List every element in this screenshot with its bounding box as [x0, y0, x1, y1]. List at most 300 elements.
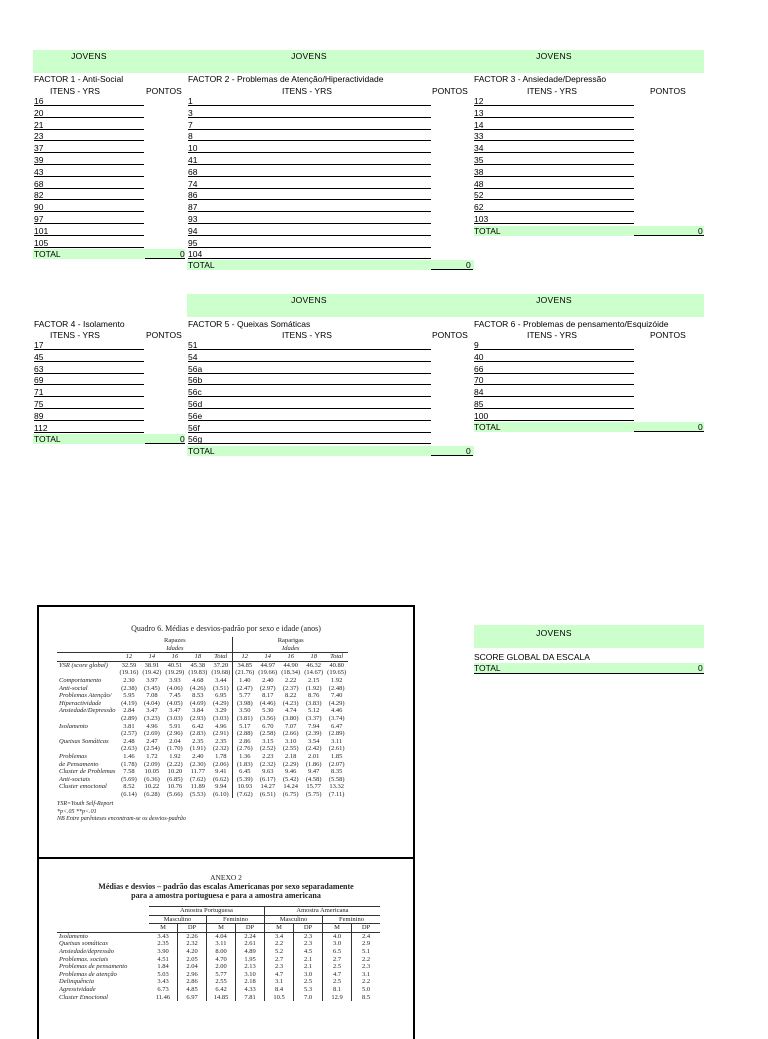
item-number: 66 [474, 363, 484, 374]
pontos-cell[interactable] [650, 387, 700, 397]
item-underline [474, 373, 634, 374]
q6-cell: (19.68) [211, 669, 231, 677]
q6-row-label: Cluster emocional [59, 783, 107, 791]
item-underline [474, 408, 634, 409]
q6-cell: 44.90 [283, 661, 299, 669]
pontos-cell[interactable] [432, 434, 472, 444]
anexo2-cell: 5.03 [157, 970, 169, 978]
item-underline [188, 384, 431, 385]
f5-total-value[interactable]: 0 [466, 446, 471, 456]
item-number: 45 [34, 351, 44, 362]
item-number: 16 [34, 96, 44, 106]
item-number: 95 [188, 237, 198, 248]
anexo2-cell: 2.2 [352, 956, 381, 964]
item-number: 13 [474, 107, 484, 118]
q6-cell: 10.76 [167, 783, 183, 791]
anexo2-cell: 7.0 [294, 994, 323, 1002]
q6-cell: 8.35 [330, 768, 343, 776]
anexo2-cell: 3.4 [265, 932, 294, 940]
pontos-cell[interactable] [650, 214, 700, 224]
anexo2-label: ANEXO 2 [210, 873, 242, 882]
anexo2-cell: 4.5 [294, 948, 323, 956]
anexo2-cell: 8.1 [323, 986, 352, 994]
pontos-cell[interactable] [650, 202, 700, 212]
item-number: 43 [34, 166, 44, 177]
item-underline [34, 211, 144, 212]
pontos-cell[interactable] [146, 238, 184, 248]
pontos-cell[interactable] [432, 387, 472, 397]
q6-cell: 9.47 [308, 768, 320, 776]
item-underline [34, 396, 144, 397]
q6-cell: (19.42) [142, 669, 162, 677]
anexo2-cell: 2.3 [294, 940, 323, 948]
q6-cell: 4.96 [215, 722, 227, 730]
q6-cell: (5.75) [305, 790, 322, 798]
pontos-cell[interactable] [146, 364, 184, 374]
q6-cell: 32.59 [121, 661, 137, 669]
item-number: 41 [188, 155, 198, 165]
q6-col-header: Total [330, 653, 344, 661]
item-number: 56c [188, 387, 202, 398]
q6-cell: 2.22 [285, 676, 297, 684]
q6-cell: 6.42 [192, 722, 204, 730]
q6-cell: (19.16) [119, 669, 139, 677]
item-underline [474, 188, 634, 189]
pontos-cell[interactable] [432, 423, 472, 433]
q6-cell: (2.47) [233, 685, 256, 693]
item-underline [34, 373, 144, 374]
item-number: 51 [188, 340, 198, 350]
pontos-cell[interactable] [146, 155, 184, 165]
anexo2-fem-pt: Feminino [207, 915, 265, 924]
q6-cell: (2.63) [121, 745, 137, 753]
q6-cell: 44.97 [260, 661, 276, 669]
q6-cell: (14.67) [304, 669, 324, 677]
q6-cell: (2.83) [189, 730, 206, 738]
f4-total-value[interactable]: 0 [180, 434, 185, 444]
pontos-cell[interactable] [650, 131, 700, 141]
anexo2-cell: 6.73 [157, 985, 169, 993]
anexo2-row-label: Problemas de pensamento [59, 963, 128, 971]
pontos-cell[interactable] [146, 179, 184, 189]
item-number: 40 [474, 351, 484, 362]
q6-row-label [57, 791, 117, 799]
item-number: 85 [474, 399, 484, 409]
item-underline [474, 211, 634, 212]
pontos-cell[interactable] [146, 143, 184, 153]
item-underline [34, 117, 144, 118]
anexo2-cell: 2.24 [236, 932, 265, 940]
pontos-cell[interactable] [146, 190, 184, 200]
pontos-cell[interactable] [146, 167, 184, 177]
item-underline [188, 188, 431, 189]
anexo2-cell: 1.95 [236, 956, 265, 964]
f1-pontos-header: PONTOS [146, 86, 182, 96]
pontos-cell[interactable] [146, 340, 184, 350]
anexo2-cell: 5.1 [352, 948, 381, 956]
pontos-cell[interactable] [146, 108, 184, 118]
score-global-total-value[interactable]: 0 [698, 663, 703, 673]
q6-col-header: 16 [287, 653, 294, 661]
f6-itens-header: ITENS - YRS [527, 330, 577, 340]
q6-cell: 2.30 [123, 676, 135, 684]
anexo2-cell: 4.85 [178, 986, 207, 994]
q6-row-label [57, 715, 117, 723]
anexo2-cell: 2.3 [294, 932, 323, 940]
q6-cell: (6.17) [259, 775, 276, 783]
pontos-cell[interactable] [432, 202, 472, 212]
pontos-cell[interactable] [146, 226, 184, 236]
q6-col-header: 12 [233, 653, 256, 662]
pontos-cell[interactable] [432, 179, 472, 189]
q6-cell: (2.09) [144, 760, 160, 768]
item-underline [34, 349, 144, 350]
item-number: 71 [34, 387, 44, 398]
item-underline [34, 432, 144, 433]
q6-cell: (5.53) [189, 790, 206, 798]
q6-cell: (2.55) [282, 745, 299, 753]
pontos-cell[interactable] [650, 108, 700, 118]
anexo2-cell: 2.5 [323, 963, 352, 971]
item-number: 56g [188, 434, 203, 445]
anexo2-col-m: M [160, 924, 166, 932]
q6-cell: (2.30) [189, 760, 206, 768]
anexo2-group-us: Amostra Americana [265, 907, 381, 916]
pontos-cell[interactable] [146, 120, 184, 130]
f5-total-label: TOTAL [188, 446, 215, 456]
q6-cell: 9.46 [285, 768, 297, 776]
pontos-cell[interactable] [432, 120, 472, 130]
q6-cell: (18.34) [281, 669, 301, 677]
pontos-cell[interactable] [432, 226, 472, 236]
item-underline [188, 443, 431, 444]
q6-cell: (3.23) [144, 714, 160, 722]
anexo2-cell: 5.77 [207, 971, 236, 979]
anexo2-cell: 2.2 [265, 940, 294, 948]
pontos-cell[interactable] [432, 375, 472, 385]
anexo2-cell: 5.0 [352, 986, 381, 994]
f3-total-value[interactable]: 0 [698, 226, 703, 236]
item-underline [188, 349, 431, 350]
pontos-cell[interactable] [432, 364, 472, 374]
q6-cell: (4.05) [167, 699, 183, 707]
f2-total-value[interactable]: 0 [466, 260, 471, 270]
item-underline [34, 152, 144, 153]
anexo2-cell: 3.11 [207, 940, 236, 948]
header-jovens-f6: JOVENS [536, 295, 572, 305]
q6-cell: 6.45 [233, 768, 256, 776]
pontos-cell[interactable] [432, 108, 472, 118]
q6-col-header: 18 [194, 653, 202, 661]
anexo2-cell: 4.04 [207, 932, 236, 940]
pontos-cell[interactable] [146, 411, 184, 421]
item-number: 75 [34, 399, 44, 409]
item-underline [474, 396, 634, 397]
anexo2-masc-pt: Masculino [149, 915, 207, 924]
f2-itens-header: ITENS - YRS [282, 86, 332, 96]
q6-cell: 3.97 [146, 676, 158, 684]
pontos-cell[interactable] [146, 214, 184, 224]
pontos-cell[interactable] [432, 249, 472, 259]
q6-row-label: Queixas Somáticas [59, 737, 109, 745]
q6-cell: (6.85) [167, 775, 183, 783]
f6-total-value[interactable]: 0 [698, 422, 703, 432]
q6-cell: (1.91) [189, 745, 206, 753]
q6-cell: 4.96 [146, 722, 158, 730]
q6-cell: 2.18 [285, 752, 297, 760]
anexo2-cell: 6.42 [207, 986, 236, 994]
pontos-cell[interactable] [146, 96, 184, 106]
pontos-cell[interactable] [650, 179, 700, 189]
item-number: 94 [188, 225, 198, 236]
item-underline [188, 164, 431, 165]
quadro6-scan [37, 605, 415, 859]
pontos-cell[interactable] [432, 190, 472, 200]
item-number: 21 [34, 119, 44, 130]
item-number: 97 [34, 214, 44, 224]
q6-note: *p<.05 **p<.01 [57, 808, 97, 815]
anexo2-row-label: Cluster Emocional [59, 993, 108, 1001]
item-number: 48 [474, 178, 484, 189]
pontos-cell[interactable] [650, 352, 700, 362]
item-underline [34, 199, 144, 200]
q6-cell: (4.58) [305, 775, 322, 783]
anexo2-row-label: Problemas. sociais [59, 955, 109, 963]
q6-cell: 2.40 [192, 752, 204, 760]
q6-cell: 2.47 [146, 737, 158, 745]
item-number: 105 [34, 237, 49, 248]
pontos-cell[interactable] [650, 340, 700, 350]
q6-cell: (3.74) [328, 714, 345, 722]
anexo2-cell: 14.85 [207, 994, 236, 1002]
item-underline [188, 176, 431, 177]
anexo2-table [57, 906, 380, 1001]
item-number: 87 [188, 202, 198, 213]
anexo2-row-label: Problemas de atenção [59, 970, 117, 978]
q6-cell: 2.48 [123, 737, 135, 745]
anexo2-col-m: M [207, 924, 236, 933]
q6-cell: (2.57) [121, 730, 137, 738]
item-number: 68 [188, 166, 198, 177]
pontos-cell[interactable] [650, 364, 700, 374]
anexo2-cell: 2.00 [207, 963, 236, 971]
quadro6-table [57, 637, 348, 798]
q6-cell: (4.29) [328, 699, 345, 707]
q6-cell: (3.83) [305, 699, 322, 707]
q6-idades-rapazes: Idades [166, 644, 184, 652]
item-underline [34, 420, 144, 421]
pontos-cell[interactable] [650, 399, 700, 409]
item-underline [34, 188, 144, 189]
item-number: 89 [34, 410, 44, 421]
q6-cell: (2.91) [212, 730, 229, 738]
anexo2-cell: 2.3 [352, 963, 381, 971]
pontos-cell[interactable] [432, 143, 472, 153]
q6-cell: 4.74 [285, 707, 297, 715]
pontos-cell[interactable] [432, 399, 472, 409]
item-underline [188, 140, 431, 141]
item-number: 39 [34, 155, 44, 165]
q6-cell: 13.32 [329, 783, 344, 791]
item-number: 1 [188, 96, 193, 106]
pontos-cell[interactable] [650, 375, 700, 385]
anexo2-cell: 2.7 [265, 956, 294, 964]
item-number: 35 [474, 155, 484, 165]
score-global-title: SCORE GLOBAL DA ESCALA [474, 652, 590, 662]
anexo2-cell: 2.7 [323, 956, 352, 964]
q6-cell: (5.58) [328, 775, 345, 783]
f6-total-label: TOTAL [474, 422, 501, 432]
pontos-cell[interactable] [432, 214, 472, 224]
q6-group-rapazes: Rapazes [164, 637, 186, 644]
anexo2-cell: 4.20 [178, 948, 207, 956]
item-underline [34, 105, 144, 106]
q6-cell: 2.23 [262, 752, 274, 760]
item-underline [188, 211, 431, 212]
f5-pontos-header: PONTOS [432, 330, 468, 340]
q6-cell: 46.32 [306, 661, 321, 669]
pontos-cell[interactable] [650, 155, 700, 165]
item-number: 90 [34, 202, 44, 213]
item-number: 14 [474, 119, 484, 130]
q6-cell: (2.32) [212, 745, 229, 753]
q6-cell: 15.77 [306, 783, 321, 791]
q6-cell: (2.66) [282, 730, 299, 738]
anexo2-cell: 4.89 [236, 948, 265, 956]
f2-pontos-header: PONTOS [432, 86, 468, 96]
pontos-cell[interactable] [146, 423, 184, 433]
q6-cell: (5.39) [233, 776, 256, 784]
q6-cell: 7.08 [146, 692, 158, 700]
q6-col-header: Total [214, 653, 228, 661]
pontos-cell[interactable] [650, 411, 700, 421]
pontos-cell[interactable] [650, 143, 700, 153]
item-underline [474, 199, 634, 200]
item-underline [34, 361, 144, 362]
q6-cell: (6.36) [144, 775, 160, 783]
q6-cell: 8.52 [123, 783, 135, 791]
pontos-cell[interactable] [432, 238, 472, 248]
pontos-cell[interactable] [146, 131, 184, 141]
pontos-cell[interactable] [432, 411, 472, 421]
q6-cell: (2.88) [233, 730, 256, 738]
q6-cell: 1.46 [123, 752, 135, 760]
anexo2-cell: 4.33 [236, 986, 265, 994]
q6-cell: (1.78) [121, 760, 137, 768]
q6-row-label: Problemas Atenção/ [59, 692, 112, 700]
header-jovens-f3: JOVENS [536, 51, 572, 61]
anexo2-cell: 2.18 [236, 978, 265, 986]
pontos-cell[interactable] [650, 190, 700, 200]
item-underline [188, 408, 431, 409]
anexo2-cell: 4.7 [323, 971, 352, 979]
pontos-cell[interactable] [650, 96, 700, 106]
item-underline [188, 117, 431, 118]
anexo2-cell: 2.2 [352, 978, 381, 986]
item-underline [34, 129, 144, 130]
q6-cell: 8.76 [308, 692, 320, 700]
anexo2-row-label: Delinquência [59, 978, 95, 986]
item-number: 104 [188, 249, 203, 260]
q6-idades-raparigas: Idades [233, 645, 348, 653]
q6-cell: (2.06) [212, 760, 229, 768]
q6-cell: 3.47 [169, 707, 181, 715]
q6-row-label: de Pensamento [59, 760, 99, 768]
q6-row-label [57, 745, 117, 753]
pontos-cell[interactable] [650, 120, 700, 130]
item-underline [474, 420, 634, 421]
anexo2-cell: 2.9 [352, 940, 381, 948]
pontos-cell[interactable] [432, 155, 472, 165]
f1-total-value[interactable]: 0 [180, 249, 185, 259]
score-global-header: JOVENS [536, 628, 572, 638]
item-underline [188, 235, 431, 236]
item-number: 10 [188, 143, 198, 154]
anexo2-cell: 8.00 [207, 948, 236, 956]
pontos-cell[interactable] [432, 96, 472, 106]
q6-cell: 10.20 [167, 768, 183, 776]
q6-cell: (1.86) [305, 760, 322, 768]
q6-row-label: Cluster de Problemas [59, 768, 116, 776]
q6-cell: 3.10 [285, 737, 297, 745]
anexo2-masc-us: Masculino [265, 915, 323, 924]
pontos-cell[interactable] [432, 352, 472, 362]
item-underline [188, 152, 431, 153]
item-underline [474, 164, 634, 165]
header-jovens-f5: JOVENS [291, 295, 327, 305]
anexo2-cell: 2.35 [157, 940, 169, 948]
q6-cell: (4.04) [144, 699, 160, 707]
q6-cell: 7.07 [285, 722, 297, 730]
anexo2-row-label: Ansiedade/depressão [59, 947, 114, 955]
item-number: 8 [188, 131, 193, 142]
quadro6-title: Quadro 6. Médias e desvios-padrão por sexo e idade (anos) [131, 624, 321, 633]
item-number: 84 [474, 387, 484, 398]
factor-6-title: FACTOR 6 - Problemas de pensamento/Esquizóide [474, 319, 669, 329]
pontos-cell[interactable] [432, 167, 472, 177]
q6-cell: (2.48) [328, 684, 345, 692]
item-number: 12 [474, 96, 484, 106]
anexo2-scan [37, 857, 415, 1039]
anexo2-col-m: M [265, 924, 294, 933]
q6-cell: 5.17 [233, 723, 256, 731]
anexo2-cell: 3.43 [157, 932, 169, 940]
q6-cell: 14.24 [283, 783, 299, 791]
q6-note: NB Entre parênteses encontram-se os desvios-padrão [57, 816, 186, 823]
pontos-cell[interactable] [650, 167, 700, 177]
pontos-cell[interactable] [432, 131, 472, 141]
q6-group-raparigas: Raparigas [233, 637, 348, 645]
q6-cell: (3.37) [305, 714, 322, 722]
anexo2-title-1: Médias e desvios – padrão das escalas Americanas por sexo separadamente [98, 882, 354, 891]
pontos-cell[interactable] [146, 375, 184, 385]
q6-row-label: Problemas [59, 752, 87, 760]
pontos-cell[interactable] [432, 340, 472, 350]
q6-cell: (4.46) [259, 699, 276, 707]
q6-cell: 5.77 [233, 692, 256, 700]
item-underline [188, 420, 431, 421]
pontos-cell[interactable] [146, 352, 184, 362]
q6-cell: 11.77 [190, 768, 206, 776]
pontos-cell[interactable] [146, 399, 184, 409]
q6-cell: 1.85 [330, 752, 343, 760]
q6-cell: 34.85 [233, 661, 256, 669]
q6-cell: (6.51) [259, 790, 276, 798]
pontos-cell[interactable] [146, 202, 184, 212]
pontos-cell[interactable] [146, 387, 184, 397]
q6-cell: 38.91 [144, 661, 160, 669]
q6-cell: 37.20 [213, 661, 229, 669]
